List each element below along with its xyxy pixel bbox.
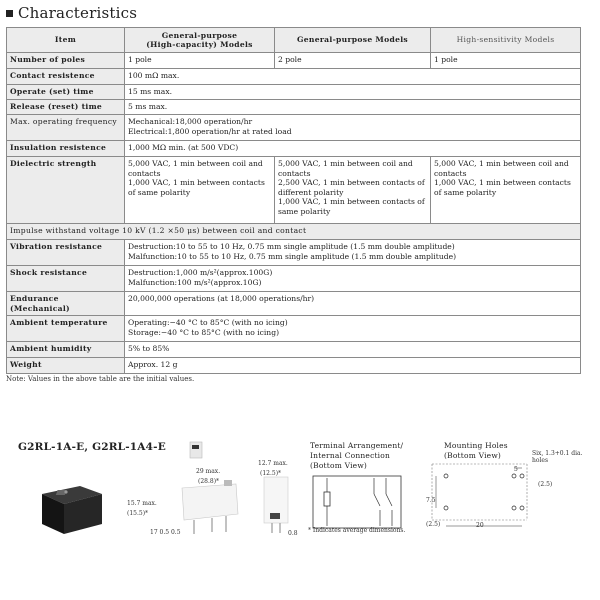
release-time-value: 5 ms max. — [125, 100, 581, 115]
row-label-weight: Weight — [7, 358, 125, 374]
row-label-humidity: Ambient humidity — [7, 342, 125, 358]
dim-width-ref: (28.8)* — [198, 478, 220, 485]
table-row — [7, 100, 581, 115]
table-row — [7, 157, 581, 224]
row-label-endurance: Endurance (Mechanical) — [7, 292, 125, 316]
table-note: Note: Values in the above table are the initial values. — [6, 375, 195, 383]
header-item: Item — [7, 28, 125, 53]
section-title-text: Characteristics — [18, 4, 138, 22]
square-bullet-icon — [6, 10, 13, 17]
model-name: G2RL-1A-E, G2RL-1A4-E — [18, 441, 166, 453]
row-label-insulation: Insulation resistence — [7, 141, 125, 157]
table-row — [7, 85, 581, 100]
dim-height: 15.7 max. — [127, 500, 157, 507]
shock-value: Destruction:1,000 m/s²(approx.100G) Malfunction:100 m/s²(approx.10G) — [125, 266, 581, 292]
mounting-dim-20: 20 — [476, 522, 484, 529]
row-label-poles: Number of poles — [7, 53, 125, 69]
relay-side-drawing — [258, 455, 298, 540]
vibration-value: Destruction:10 to 55 to 10 Hz, 0.75 mm single amplitude (1.5 mm double amplitude) Malfunction:10 to 55 to 10 Hz, 0.75 mm single amplitude (1.5 mm double amplitude) — [125, 240, 581, 266]
side-dim-bottom: 0.8 — [288, 530, 298, 537]
side-dim-height-ref: (12.5)* — [260, 470, 282, 477]
insulation-value: 1,000 MΩ min. (at 500 VDC) — [125, 141, 581, 157]
mounting-dim-2-5-left: (2.5) — [426, 521, 441, 528]
table-header-row — [7, 28, 581, 53]
table-row — [7, 224, 581, 240]
characteristics-table — [6, 27, 581, 374]
row-label-max-frequency: Max. operating frequency — [7, 115, 125, 141]
header-high-sensitivity: High-sensitivity Models — [431, 28, 581, 53]
dielectric-high-sensitivity: 5,000 VAC, 1 min between coil and contacts 1,000 VAC, 1 min between contacts of same polarity — [431, 157, 581, 224]
weight-value: Approx. 12 g — [125, 358, 581, 374]
table-row — [7, 53, 581, 69]
row-label-shock: Shock resistance — [7, 266, 125, 292]
mounting-holes-spec: Six, 1.3+0.1 dia. holes — [532, 450, 583, 464]
header-general-purpose: General-purpose Models — [275, 28, 431, 53]
table-row — [7, 266, 581, 292]
row-label-ambient-temperature: Ambient temperature — [7, 316, 125, 342]
row-label-dielectric: Dielectric strength — [7, 157, 125, 224]
contact-resistance-value: 100 mΩ max. — [125, 69, 581, 85]
poles-general: 2 pole — [275, 53, 431, 69]
row-label-contact-resistance: Contact resistence — [7, 69, 125, 85]
table-row — [7, 115, 581, 141]
ambient-temperature-value: Operating:−40 °C to 85°C (with no icing) Storage:−40 °C to 85°C (with no icing) — [125, 316, 581, 342]
dielectric-general: 5,000 VAC, 1 min between coil and contacts 2,500 VAC, 1 min between contacts of different polarity 1,000 VAC, 1 min between contacts of same polarity — [275, 157, 431, 224]
dim-height-ref: (15.5)* — [127, 510, 149, 517]
header-general-high-capacity: General-purpose (High-capacity) Models — [125, 28, 275, 53]
mounting-dim-2-5-right: (2.5) — [538, 481, 553, 488]
relay-product-image — [36, 478, 106, 538]
table-row — [7, 240, 581, 266]
table-row — [7, 316, 581, 342]
table-row — [7, 342, 581, 358]
mounting-holes-diagram — [422, 460, 552, 535]
mounting-dim-7-5: 7.5 — [426, 497, 436, 504]
row-label-operate-time: Operate (set) time — [7, 85, 125, 100]
operate-time-value: 15 ms max. — [125, 85, 581, 100]
mounting-title: Mounting Holes (Bottom View) — [444, 441, 508, 460]
table-row — [7, 358, 581, 374]
table-row — [7, 141, 581, 157]
terminal-note: * Indicates average dimensions. — [308, 527, 406, 534]
side-dim-height: 12.7 max. — [258, 460, 288, 467]
impulse-withstand: Impulse withstand voltage 10 kV (1.2 ×50 μs) between coil and contact — [7, 224, 581, 240]
mounting-dim-5: 5 — [514, 466, 518, 473]
table-row — [7, 292, 581, 316]
row-label-vibration: Vibration resistance — [7, 240, 125, 266]
poles-general-high: 1 pole — [125, 53, 275, 69]
row-label-release-time: Release (reset) time — [7, 100, 125, 115]
humidity-value: 5% to 85% — [125, 342, 581, 358]
endurance-value: 20,000,000 operations (at 18,000 operations/hr) — [125, 292, 581, 316]
dim-bottom: 17 0.5 0.5 — [150, 529, 181, 536]
dim-width: 29 max. — [196, 468, 221, 475]
dielectric-general-high: 5,000 VAC, 1 min between coil and contacts 1,000 VAC, 1 min between contacts of same polarity — [125, 157, 275, 224]
max-frequency-value: Mechanical:18,000 operation/hr Electrical:1,800 operation/hr at rated load — [125, 115, 581, 141]
terminal-title: Terminal Arrangement/ Internal Connection (Bottom View) — [310, 441, 404, 470]
relay-front-drawing — [180, 440, 250, 540]
table-row — [7, 69, 581, 85]
section-title — [6, 4, 137, 22]
poles-high-sensitivity: 1 pole — [431, 53, 581, 69]
